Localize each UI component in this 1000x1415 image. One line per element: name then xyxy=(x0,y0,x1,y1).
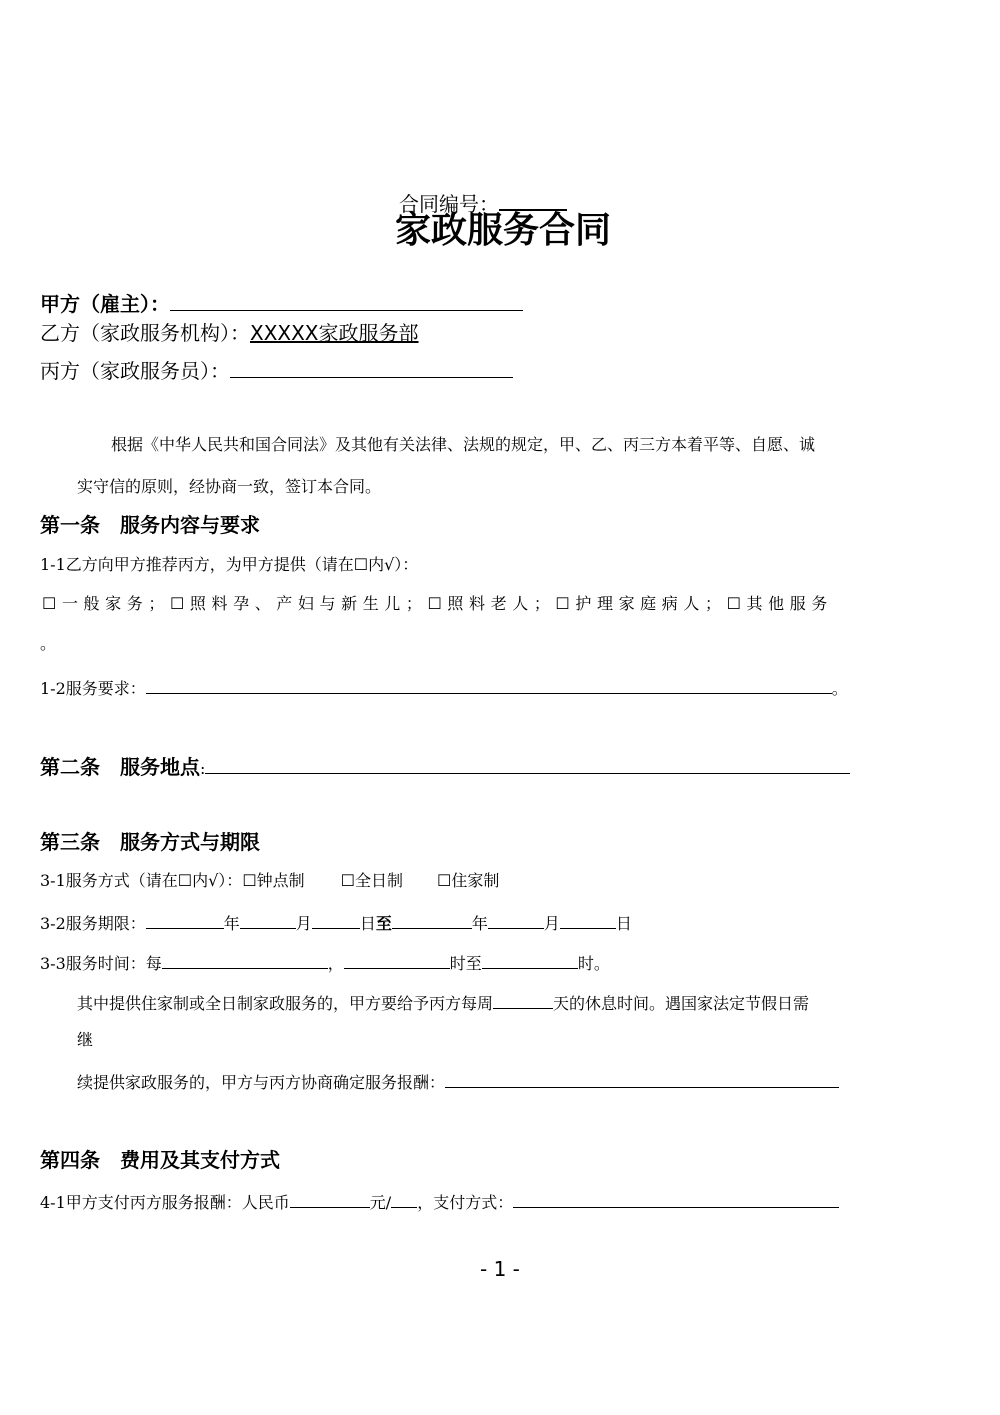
article-2-colon: : xyxy=(200,759,206,778)
service-period-label: 3-2服务期限： xyxy=(40,914,146,933)
article-4-item-1 xyxy=(40,1191,839,1211)
month-label: 月 xyxy=(295,914,312,933)
holiday-pay-label: 续提供家政服务的，甲方与丙方协商确定服务报酬： xyxy=(77,1073,446,1092)
end-year-label: 年 xyxy=(471,914,488,933)
article-1-title: 第一条 服务内容与要求 xyxy=(40,513,260,537)
holiday-pay-field[interactable] xyxy=(445,1071,839,1088)
article-1-item-2 xyxy=(40,677,848,697)
time-comma: ， xyxy=(327,954,344,973)
payment-unit-label: 元/ xyxy=(369,1193,392,1212)
article-2-line xyxy=(40,753,850,777)
rest-day-note-continued: 继 xyxy=(77,1030,94,1049)
party-b-line xyxy=(40,323,419,343)
service-time-label: 3-3服务时间：每 xyxy=(40,954,162,973)
holiday-pay-line xyxy=(77,1071,839,1091)
option-hourly[interactable]: ☐钟点制 xyxy=(242,871,305,890)
hour-end-label: 时。 xyxy=(577,954,610,973)
end-month-field[interactable] xyxy=(488,912,544,929)
article-1-item-1: 1-1乙方向甲方推荐丙方，为甲方提供（请在☐内√）： xyxy=(40,555,419,574)
rest-day-note-b: 天的休息时间。遇国家法定节假日需 xyxy=(553,994,810,1013)
party-a-line xyxy=(40,290,523,314)
end-year-field[interactable] xyxy=(392,912,472,929)
end-day-field[interactable] xyxy=(560,912,616,929)
service-requirements-end: 。 xyxy=(831,679,848,698)
hour-to-label: 时至 xyxy=(449,954,482,973)
rest-day-note xyxy=(77,992,809,1012)
party-a-label: 甲方（雇主）： xyxy=(40,292,170,316)
start-day-field[interactable] xyxy=(312,912,360,929)
service-requirements-label: 1-2服务要求： xyxy=(40,679,146,698)
article-2-title: 第二条 服务地点 xyxy=(40,755,200,779)
page-number: - 1 - xyxy=(480,1257,520,1281)
service-location-field[interactable] xyxy=(205,753,850,774)
party-a-field[interactable] xyxy=(170,290,523,311)
option-livein[interactable]: ☐住家制 xyxy=(437,871,500,890)
article-4-title: 第四条 费用及其支付方式 xyxy=(40,1148,280,1172)
party-c-label: 丙方（家政服务员）： xyxy=(40,359,230,383)
start-hour-field[interactable] xyxy=(344,952,450,969)
article-3-item-1 xyxy=(40,873,499,889)
to-label: 至 xyxy=(375,914,392,933)
end-month-label: 月 xyxy=(543,914,560,933)
document-title: 家政服务合同 xyxy=(395,210,612,251)
contract-number-label: 合同编号： xyxy=(399,192,499,216)
service-mode-label: 3-1服务方式（请在☐内√）： xyxy=(40,871,243,890)
payment-amount-field[interactable] xyxy=(290,1191,370,1208)
service-time-frequency-field[interactable] xyxy=(162,952,328,969)
service-requirements-field[interactable] xyxy=(146,677,832,694)
end-hour-field[interactable] xyxy=(482,952,578,969)
party-b-label: 乙方（家政服务机构）： xyxy=(40,321,250,345)
end-day-label: 日 xyxy=(615,914,632,933)
party-b-value: XXXXX家政服务部 xyxy=(250,321,419,345)
start-month-field[interactable] xyxy=(240,912,296,929)
article-3-item-3 xyxy=(40,952,610,972)
intro-line-1: 根据《中华人民共和国合同法》及其他有关法律、法规的规定，甲、乙、丙三方本着平等、自愿、诚 xyxy=(111,435,816,454)
intro-line-2: 实守信的原则，经协商一致，签订本合同。 xyxy=(77,477,382,496)
service-options[interactable]: ☐一般家务；☐照料孕、产妇与新生儿；☐照料老人；☐护理家庭病人；☐其他服务 xyxy=(42,594,833,613)
article-3-item-2 xyxy=(40,912,632,932)
party-c-field[interactable] xyxy=(230,357,513,378)
option-fullday[interactable]: ☐全日制 xyxy=(340,871,404,890)
party-c-line xyxy=(40,357,513,381)
payment-period-field[interactable] xyxy=(391,1191,417,1208)
year-label: 年 xyxy=(223,914,240,933)
payment-amount-label: 4-1甲方支付丙方服务报酬：人民币 xyxy=(40,1193,290,1212)
rest-day-note-a: 其中提供住家制或全日制家政服务的，甲方要给予丙方每周 xyxy=(77,994,494,1013)
start-year-field[interactable] xyxy=(146,912,224,929)
contract-number-field[interactable] xyxy=(499,189,567,211)
options-period: 。 xyxy=(40,634,57,653)
day-label: 日 xyxy=(359,914,376,933)
rest-days-field[interactable] xyxy=(493,992,553,1009)
payment-method-label: ，支付方式： xyxy=(417,1193,514,1212)
article-3-title: 第三条 服务方式与期限 xyxy=(40,830,260,854)
payment-method-field[interactable] xyxy=(513,1191,839,1208)
